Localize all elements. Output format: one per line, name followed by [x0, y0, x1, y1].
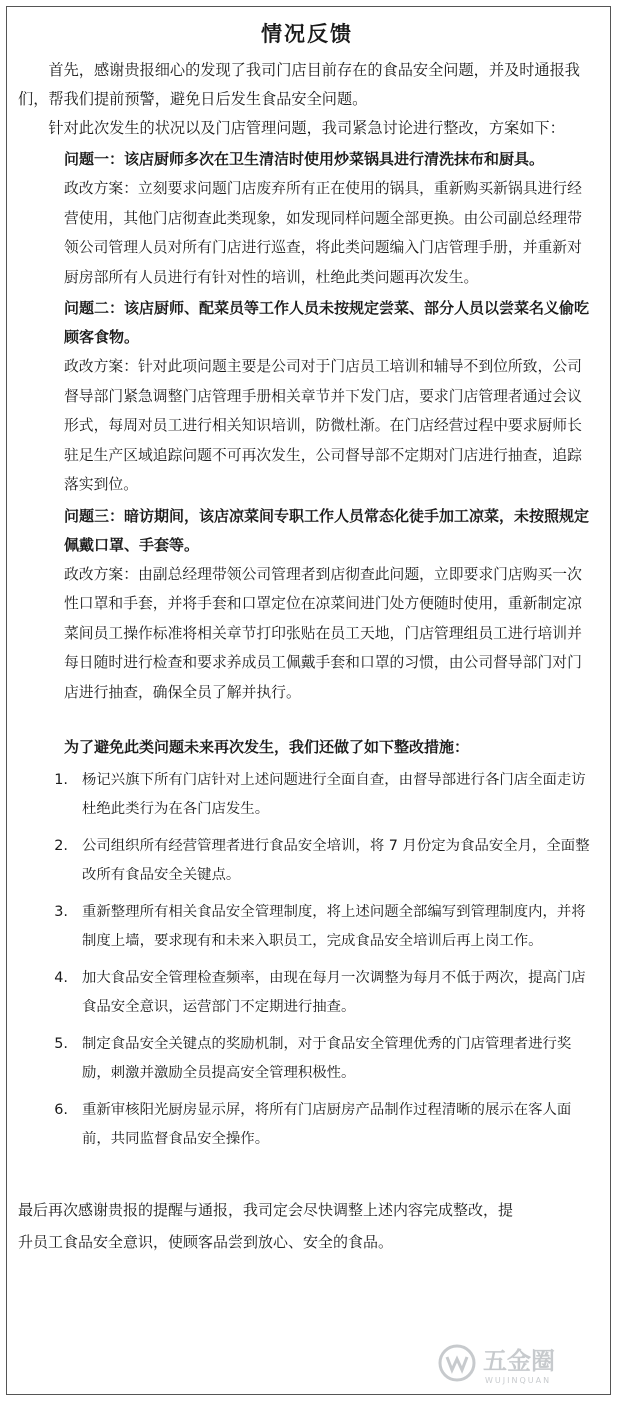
issue-1-problem: 问题一：该店厨师多次在卫生清洁时使用炒菜锅具进行清洗抹布和厨具。: [64, 150, 545, 168]
watermark-subtext: WUJINQUAN: [485, 1376, 552, 1385]
measure-number: 5.: [54, 1036, 68, 1052]
measure-text: 制定食品安全关键点的奖励机制，对于食品安全管理优秀的门店管理者进行奖励，刺激并激励全员提高安全管理积极性。: [82, 1036, 572, 1081]
measure-item-4: [54, 964, 596, 1022]
measure-text: 杨记兴旗下所有门店针对上述问题进行全面自查，由督导部进行各门店全面走访杜绝此类行为在各门店发生。: [82, 772, 586, 817]
issue-section-3: [18, 502, 596, 708]
measure-item-2: [54, 832, 596, 890]
issue-1-plan: 政改方案：立刻要求问题门店废弃所有正在使用的锅具，重新购买新锅具进行经营使用，其他门店彻查此类现象，如发现同样问题全部更换。由公司副总经理带领公司管理人员对所有门店进行巡查，将此类问题编入门店管理手册，并重新对厨房部所有人员进行有针对性的培训，杜绝此类问题再次发生。: [64, 180, 582, 286]
measure-item-5: [54, 1030, 596, 1088]
intro-paragraph-1: 首先，感谢贵报细心的发现了我司门店目前存在的食品安全问题，并及时通报我们，帮我们提前预警，避免日后发生食品安全问题。: [18, 61, 580, 108]
closing-paragraph: 最后再次感谢贵报的提醒与通报，我司定会尽快调整上述内容完成整改，提升员工食品安全意识，使顾客品尝到放心、安全的食品。: [18, 1201, 514, 1251]
watermark-text: 五金圈: [483, 1347, 555, 1375]
measure-text: 重新整理所有相关食品安全管理制度，将上述问题全部编写到管理制度内，并将制度上墙，要求现有和未来入职员工，完成食品安全培训后再上岗工作。: [82, 904, 586, 949]
measure-text: 重新审核阳光厨房显示屏，将所有门店厨房产品制作过程清晰的展示在客人面前，共同监督食品安全操作。: [82, 1102, 572, 1147]
measures-heading: 为了避免此类问题未来再次发生，我们还做了如下整改措施：: [64, 738, 470, 756]
measure-text: 加大食品安全管理检查频率，由现在每月一次调整为每月不低于两次，提高门店食品安全意识，运营部门不定期进行抽查。: [82, 970, 586, 1015]
issue-2-plan: 政改方案：针对此项问题主要是公司对于门店员工培训和辅导不到位所致，公司督导部门紧急调整门店管理手册相关章节并下发门店，要求门店管理者通过会议形式，每周对员工进行相关知识培训，防微杜渐。在门店经营过程中要求厨师长驻足生产区域追踪问题不可再次发生，公司督导部不定期对门店进行抽查，追踪落实到位。: [64, 358, 582, 493]
measure-number: 3.: [54, 904, 68, 920]
intro-paragraph-2: 针对此次发生的状况以及门店管理问题，我司紧急讨论进行整改，方案如下：: [48, 119, 565, 137]
issue-2-problem: 问题二：该店厨师、配菜员等工作人员未按规定尝菜、部分人员以尝菜名义偷吃顾客食物。: [64, 299, 590, 346]
measure-item-1: [54, 766, 596, 824]
watermark-emblem-icon: [440, 1346, 474, 1380]
issue-3-problem: 问题三：暗访期间，该店凉菜间专职工作人员常态化徒手加工凉菜，未按照规定佩戴口罩、手套等。: [64, 506, 590, 554]
issue-section-2: [18, 294, 596, 500]
measure-item-3: [54, 898, 596, 956]
measure-text: 公司组织所有经营管理者进行食品安全培训，将 7 月份定为食品安全月，全面整改所有食品安全关键点。: [82, 838, 590, 883]
measure-number: 1.: [54, 772, 68, 788]
document-title: 情况反馈: [261, 22, 353, 46]
measure-number: 6.: [54, 1102, 68, 1118]
measure-number: 4.: [54, 970, 68, 986]
watermark-logo: [435, 1339, 605, 1387]
issue-section-1: [18, 145, 596, 292]
document-body: [18, 14, 596, 1258]
issue-3-plan: 政改方案：由副总经理带领公司管理者到店彻查此问题，立即要求门店购买一次性口罩和手套，并将手套和口罩定位在凉菜间进门处方便随时使用，重新制定凉菜间员工操作标准将相关章节打印张贴在员工天地，门店管理组员工进行培训并每日随时进行检查和要求养成员工佩戴手套和口罩的习惯，由公司督导部门对门店进行抽查，确保全员了解并执行。: [64, 565, 582, 701]
measure-number: 2.: [54, 838, 68, 854]
measure-item-6: [54, 1096, 596, 1154]
measures-list: [18, 766, 596, 1154]
